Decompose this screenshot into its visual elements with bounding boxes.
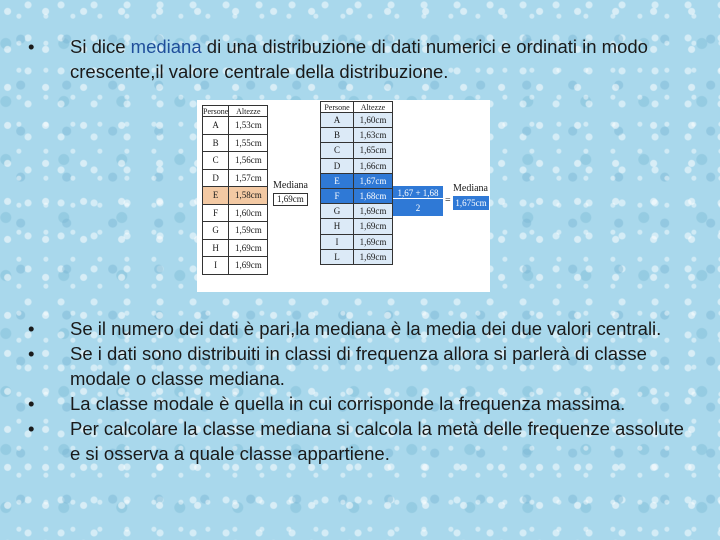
formula-numerator: 1,67 + 1,68 [393, 188, 443, 199]
table-cell: L [321, 249, 354, 264]
definition-prefix: Si dice [70, 36, 131, 57]
odd-count-table [202, 105, 268, 275]
median-row [321, 173, 393, 188]
bullet-text: Se il numero dei dati è pari,la mediana è la media dei due valori centrali. [70, 318, 662, 339]
table-row [321, 249, 393, 264]
table-cell: D [203, 169, 229, 187]
table-cell: 1,53cm [229, 117, 268, 135]
table-row [203, 222, 268, 240]
odd-median-value: 1,69cm [273, 193, 308, 206]
table-row [203, 169, 268, 187]
table-row [203, 152, 268, 170]
median-example-figure [197, 100, 490, 292]
table-cell: 1,68cm [354, 188, 393, 203]
bullet-marker: • [28, 393, 35, 414]
table-row [321, 204, 393, 219]
table-header: Altezze [229, 106, 268, 117]
bullet-marker: • [28, 343, 35, 364]
table-cell: D [321, 158, 354, 173]
table-cell: A [321, 113, 354, 128]
table-row [321, 143, 393, 158]
table-cell: 1,58cm [229, 187, 268, 205]
table-cell: 1,69cm [229, 257, 268, 275]
definition-bullet [28, 34, 688, 84]
table-cell: I [321, 234, 354, 249]
table-cell: A [203, 117, 229, 135]
table-cell: B [321, 128, 354, 143]
table-cell: E [321, 173, 354, 188]
table-cell: 1,63cm [354, 128, 393, 143]
table-header: Persone [203, 106, 229, 116]
table-cell: 1,56cm [229, 152, 268, 170]
table-row [203, 117, 268, 135]
table-cell: I [203, 257, 229, 275]
median-row [321, 188, 393, 203]
rules-list [28, 316, 688, 466]
table-cell: G [321, 204, 354, 219]
table-cell: 1,57cm [229, 169, 268, 187]
table-cell: H [321, 219, 354, 234]
table-cell: E [203, 187, 229, 205]
table-cell: 1,69cm [354, 204, 393, 219]
table-cell: F [203, 204, 229, 222]
table-cell: C [321, 143, 354, 158]
bullet-marker: • [28, 318, 35, 339]
equals-sign: = [445, 195, 451, 206]
table-cell: 1,69cm [354, 249, 393, 264]
table-cell: C [203, 152, 229, 170]
table-header: Persone [321, 102, 354, 113]
even-count-table [320, 101, 393, 265]
table-row [203, 239, 268, 257]
formula-denominator: 2 [415, 203, 421, 213]
table-cell: 1,59cm [229, 222, 268, 240]
definition-list [28, 34, 688, 84]
list-item [28, 391, 688, 416]
table-cell: H [203, 239, 229, 257]
table-row [321, 219, 393, 234]
table-row [321, 234, 393, 249]
even-median-value: 1,675cm [453, 196, 489, 210]
bullet-marker: • [28, 36, 35, 57]
bullet-marker: • [28, 418, 35, 439]
median-row [203, 187, 268, 205]
list-item [28, 416, 688, 466]
table-cell: 1,67cm [354, 173, 393, 188]
even-median-label: Mediana [453, 183, 488, 194]
table-cell: 1,69cm [354, 219, 393, 234]
bullet-text: Se i dati sono distribuiti in classi di frequenza allora si parlerà di classe modale o classe mediana. [70, 343, 647, 389]
table-row [203, 134, 268, 152]
table-cell: 1,55cm [229, 134, 268, 152]
table-row [321, 113, 393, 128]
table-row [321, 158, 393, 173]
table-cell: 1,66cm [354, 158, 393, 173]
definition-term: mediana [130, 36, 202, 57]
table-header: Altezze [354, 102, 393, 113]
table-row [321, 128, 393, 143]
table-row [203, 204, 268, 222]
table-cell: B [203, 134, 229, 152]
table-cell: 1,69cm [354, 234, 393, 249]
table-cell: 1,69cm [229, 239, 268, 257]
bullet-text: Per calcolare la classe mediana si calcola la metà delle frequenze assolute e si osserva a quale classe appartiene. [70, 418, 684, 464]
table-row [203, 257, 268, 275]
table-cell: 1,60cm [354, 113, 393, 128]
odd-median-label: Mediana [273, 180, 308, 191]
definition-suffix: di una distribuzione di dati numerici e ordinati in modo crescente,il valore centrale della distribuzione. [70, 36, 648, 82]
list-item [28, 316, 688, 341]
table-cell: 1,60cm [229, 204, 268, 222]
median-formula [393, 186, 443, 216]
table-cell: F [321, 188, 354, 203]
table-cell: G [203, 222, 229, 240]
list-item [28, 341, 688, 391]
bullet-text: La classe modale è quella in cui corrisponde la frequenza massima. [70, 393, 626, 414]
table-cell: 1,65cm [354, 143, 393, 158]
